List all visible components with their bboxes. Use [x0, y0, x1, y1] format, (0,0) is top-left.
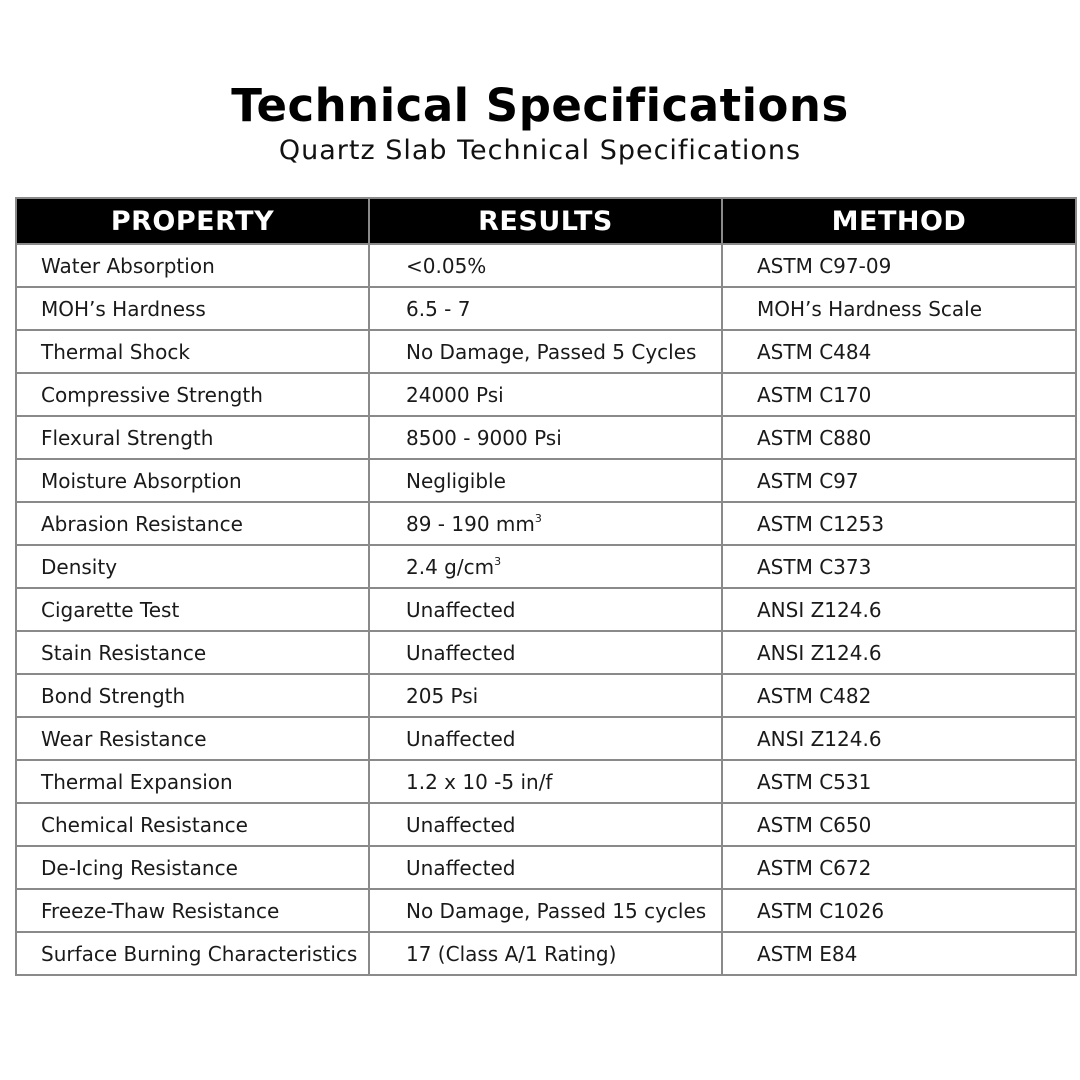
property-cell: Abrasion Resistance — [16, 502, 369, 545]
result-cell — [369, 502, 722, 545]
result-cell — [369, 932, 722, 975]
result-cell — [369, 588, 722, 631]
result-text: Unaffected — [406, 726, 516, 751]
result-text: No Damage, Passed 5 Cycles — [406, 339, 697, 364]
method-cell: ASTM C170 — [722, 373, 1076, 416]
property-cell: Density — [16, 545, 369, 588]
result-cell — [369, 287, 722, 330]
table-row — [16, 803, 1076, 846]
table-header-row — [16, 198, 1076, 244]
result-cell — [369, 717, 722, 760]
property-cell: Wear Resistance — [16, 717, 369, 760]
method-cell: ASTM C880 — [722, 416, 1076, 459]
result-text: 89 - 190 mm — [406, 511, 535, 536]
result-cell — [369, 631, 722, 674]
result-cell — [369, 244, 722, 287]
table-row — [16, 373, 1076, 416]
table-row — [16, 889, 1076, 932]
result-cell — [369, 674, 722, 717]
table-row — [16, 416, 1076, 459]
property-cell: Thermal Shock — [16, 330, 369, 373]
method-cell: ASTM C482 — [722, 674, 1076, 717]
result-cell — [369, 803, 722, 846]
table-row — [16, 588, 1076, 631]
table-row — [16, 459, 1076, 502]
property-cell: Bond Strength — [16, 674, 369, 717]
column-header-property: PROPERTY — [16, 198, 369, 244]
result-cell — [369, 545, 722, 588]
result-cell — [369, 373, 722, 416]
table-row — [16, 631, 1076, 674]
property-cell: Moisture Absorption — [16, 459, 369, 502]
method-cell: ASTM C672 — [722, 846, 1076, 889]
result-text: Unaffected — [406, 597, 516, 622]
result-text: Unaffected — [406, 812, 516, 837]
property-cell: De-Icing Resistance — [16, 846, 369, 889]
property-cell: MOH’s Hardness — [16, 287, 369, 330]
result-cell — [369, 459, 722, 502]
column-header-method: METHOD — [722, 198, 1076, 244]
result-cell — [369, 889, 722, 932]
specifications-table — [15, 197, 1077, 976]
method-cell: MOH’s Hardness Scale — [722, 287, 1076, 330]
property-cell: Compressive Strength — [16, 373, 369, 416]
property-cell: Water Absorption — [16, 244, 369, 287]
method-cell: ANSI Z124.6 — [722, 631, 1076, 674]
result-cell — [369, 416, 722, 459]
table-row — [16, 545, 1076, 588]
result-cell — [369, 330, 722, 373]
result-text: 1.2 x 10 -5 in/f — [406, 769, 553, 794]
result-text: Negligible — [406, 468, 506, 493]
table-body — [16, 244, 1076, 975]
property-cell: Stain Resistance — [16, 631, 369, 674]
result-text: <0.05% — [406, 253, 487, 278]
table-row — [16, 717, 1076, 760]
property-cell: Cigarette Test — [16, 588, 369, 631]
method-cell: ASTM C1253 — [722, 502, 1076, 545]
result-superscript: 3 — [534, 511, 542, 525]
page-title: Technical Specifications — [231, 79, 849, 132]
result-text: Unaffected — [406, 855, 516, 880]
table-row — [16, 330, 1076, 373]
table-row — [16, 502, 1076, 545]
method-cell: ASTM C484 — [722, 330, 1076, 373]
table-row — [16, 846, 1076, 889]
result-superscript: 3 — [494, 554, 502, 568]
result-text: 17 (Class A/1 Rating) — [406, 941, 617, 966]
property-cell: Freeze-Thaw Resistance — [16, 889, 369, 932]
method-cell: ASTM C373 — [722, 545, 1076, 588]
result-text: No Damage, Passed 15 cycles — [406, 898, 707, 923]
method-cell: ASTM C1026 — [722, 889, 1076, 932]
page-subtitle: Quartz Slab Technical Specifications — [278, 135, 802, 166]
table-row — [16, 287, 1076, 330]
property-cell: Thermal Expansion — [16, 760, 369, 803]
result-cell — [369, 846, 722, 889]
result-text: 8500 - 9000 Psi — [406, 425, 562, 450]
property-cell: Flexural Strength — [16, 416, 369, 459]
table-row — [16, 932, 1076, 975]
result-text: 205 Psi — [406, 683, 479, 708]
method-cell: ASTM C97-09 — [722, 244, 1076, 287]
method-cell: ANSI Z124.6 — [722, 717, 1076, 760]
result-text: 24000 Psi — [406, 382, 504, 407]
method-cell: ASTM C650 — [722, 803, 1076, 846]
method-cell: ASTM E84 — [722, 932, 1076, 975]
result-cell — [369, 760, 722, 803]
result-text: 2.4 g/cm — [406, 554, 495, 579]
table-row — [16, 244, 1076, 287]
result-text: Unaffected — [406, 640, 516, 665]
column-header-results: RESULTS — [369, 198, 722, 244]
table-row — [16, 674, 1076, 717]
method-cell: ASTM C531 — [722, 760, 1076, 803]
method-cell: ANSI Z124.6 — [722, 588, 1076, 631]
method-cell: ASTM C97 — [722, 459, 1076, 502]
result-text: 6.5 - 7 — [406, 296, 471, 321]
property-cell: Surface Burning Characteristics — [16, 932, 369, 975]
table-row — [16, 760, 1076, 803]
property-cell: Chemical Resistance — [16, 803, 369, 846]
